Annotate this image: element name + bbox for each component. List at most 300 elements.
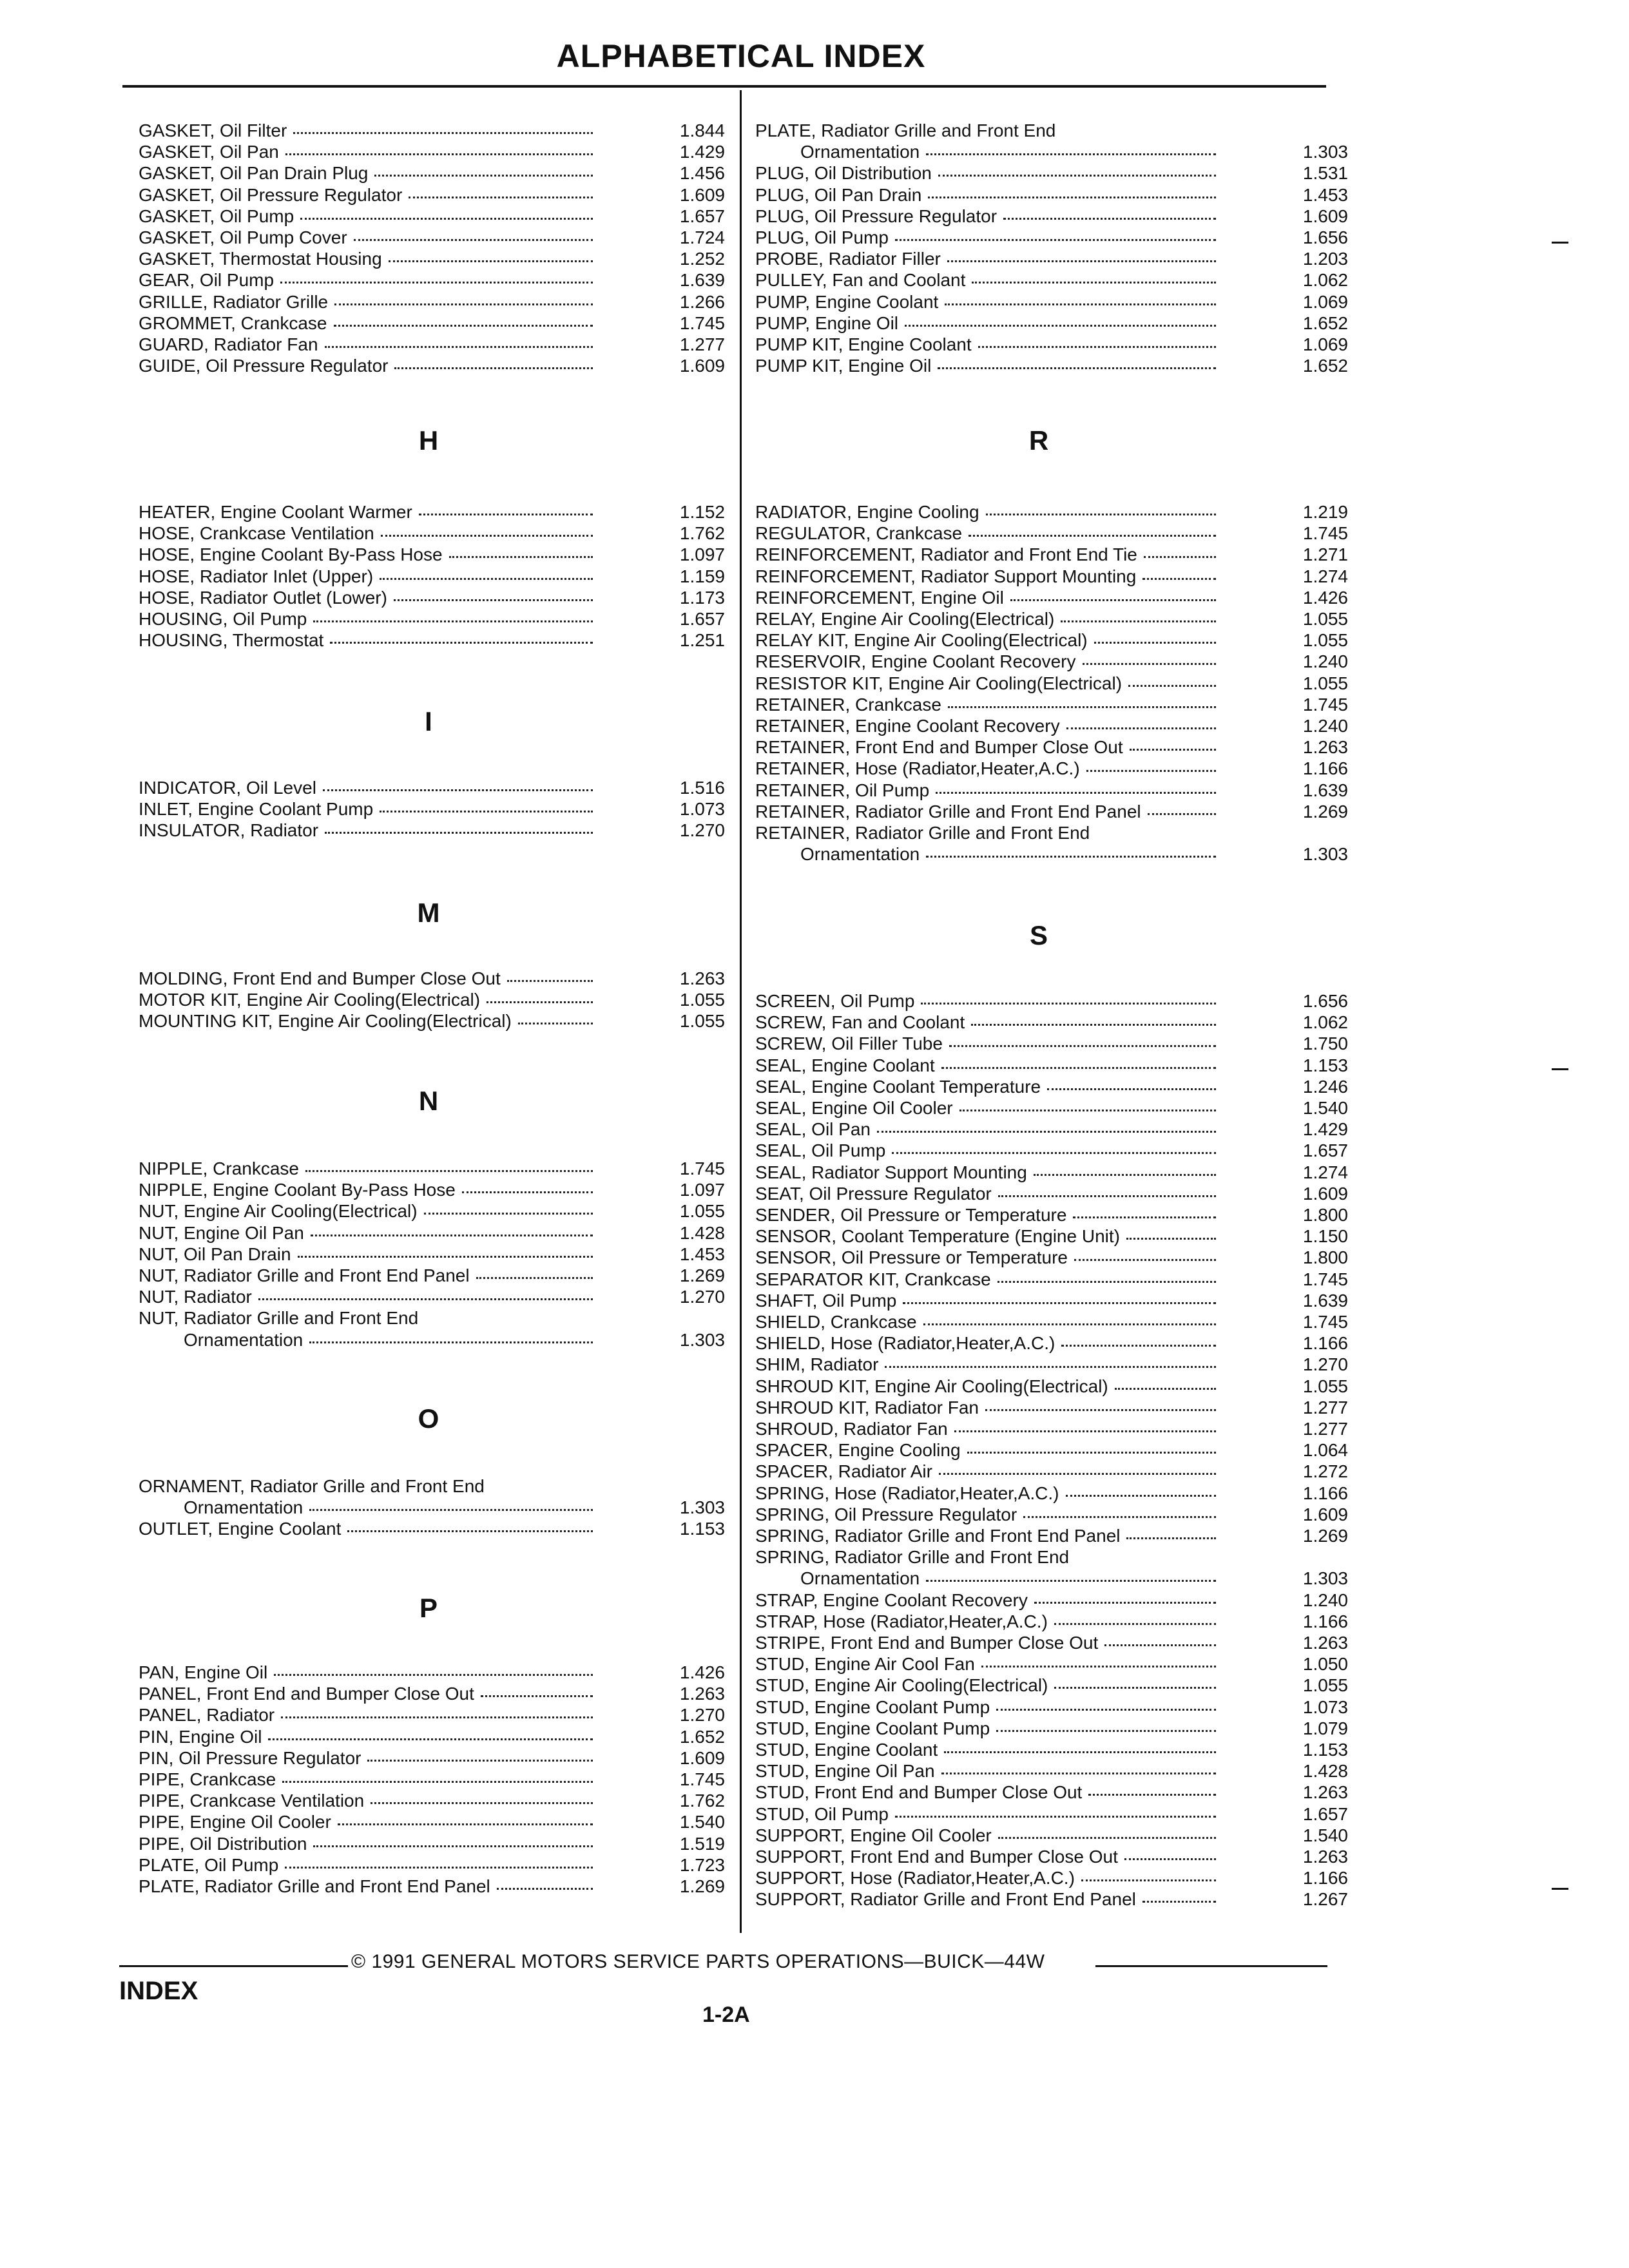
index-entry-page-ref: 1.062 xyxy=(1302,1012,1348,1033)
page-title: ALPHABETICAL INDEX xyxy=(556,38,926,74)
dot-leader xyxy=(313,1845,593,1847)
index-entry-label: REINFORCEMENT, Radiator Support Mounting xyxy=(755,566,1137,586)
index-entry xyxy=(139,206,725,227)
index-entry xyxy=(755,120,1348,142)
index-entry-label: SPACER, Engine Cooling xyxy=(755,1440,961,1461)
index-entry xyxy=(755,162,1348,184)
index-entry xyxy=(755,355,1348,377)
index-entry-label: PLATE, Radiator Grille and Front End Panel xyxy=(139,1876,490,1896)
index-entry xyxy=(139,523,725,544)
index-entry-page-ref: 1.609 xyxy=(1302,1504,1348,1524)
index-entry-page-ref: 1.150 xyxy=(1302,1226,1348,1247)
index-entry xyxy=(139,1200,725,1222)
index-entry-label: HOSE, Crankcase Ventilation xyxy=(139,523,374,544)
index-entry-page-ref: 1.652 xyxy=(1302,356,1348,376)
index-entry xyxy=(755,1225,1348,1247)
index-entry xyxy=(755,1461,1348,1483)
dot-leader xyxy=(347,1530,593,1532)
index-entry-label: GUIDE, Oil Pressure Regulator xyxy=(139,356,389,376)
index-entry-page-ref: 1.657 xyxy=(1302,1803,1348,1824)
index-entry-label: SEAL, Radiator Support Mounting xyxy=(755,1162,1027,1182)
index-entry-page-ref: 1.540 xyxy=(1302,1825,1348,1845)
index-entry-label: RESERVOIR, Engine Coolant Recovery xyxy=(755,651,1076,672)
section-letter-o: O xyxy=(418,1403,439,1434)
page-number: 1-2A xyxy=(702,2003,750,2027)
index-entry-label: PANEL, Radiator xyxy=(139,1705,275,1725)
dot-leader xyxy=(923,1323,1216,1325)
dot-leader xyxy=(507,980,593,982)
index-entry-label: SEAL, Oil Pan xyxy=(755,1119,871,1140)
index-entry xyxy=(755,1504,1348,1526)
dot-leader xyxy=(381,535,593,537)
index-entry-page-ref: 1.656 xyxy=(1302,991,1348,1011)
section-letter-i: I xyxy=(425,706,432,736)
index-entry-page-ref: 1.069 xyxy=(1302,291,1348,312)
index-entry-label: PUMP KIT, Engine Oil xyxy=(755,356,932,376)
index-entry-label: PUMP, Engine Coolant xyxy=(755,291,939,312)
index-entry-label: Ornamentation xyxy=(800,142,920,162)
index-entry-page-ref: 1.252 xyxy=(679,249,725,269)
dot-leader xyxy=(996,1709,1216,1711)
index-entry xyxy=(755,312,1348,334)
index-entry-label: SUPPORT, Engine Oil Cooler xyxy=(755,1825,992,1845)
index-entry-page-ref: 1.531 xyxy=(1302,163,1348,184)
index-entry xyxy=(755,1354,1348,1376)
index-entry-page-ref: 1.055 xyxy=(1302,609,1348,629)
index-entry-page-ref: 1.055 xyxy=(1302,1675,1348,1696)
index-entry-label: GRILLE, Radiator Grille xyxy=(139,291,329,312)
index-entry-label: NUT, Radiator xyxy=(139,1287,252,1307)
index-entry xyxy=(755,1825,1348,1847)
index-entry-page-ref: 1.745 xyxy=(1302,1312,1348,1332)
index-entry-page-ref: 1.540 xyxy=(679,1812,725,1832)
index-entry-label: RETAINER, Radiator Grille and Front End xyxy=(755,823,1090,843)
dot-leader xyxy=(1047,1088,1216,1090)
dot-leader xyxy=(1128,685,1216,687)
index-entry-label: SPRING, Oil Pressure Regulator xyxy=(755,1504,1017,1524)
index-entry xyxy=(139,1854,725,1876)
index-entry-label: MOLDING, Front End and Bumper Close Out xyxy=(139,968,501,988)
dot-leader xyxy=(885,1366,1216,1368)
dot-leader xyxy=(1034,1602,1216,1604)
index-entry-page-ref: 1.153 xyxy=(1302,1055,1348,1075)
index-entry xyxy=(755,822,1348,844)
dot-leader xyxy=(1126,1238,1216,1240)
index-entry-label: SUPPORT, Front End and Bumper Close Out xyxy=(755,1847,1118,1867)
index-entry-label: PLATE, Radiator Grille and Front End xyxy=(755,120,1056,140)
dot-leader xyxy=(298,1256,593,1258)
dot-leader xyxy=(285,153,593,155)
dot-leader xyxy=(481,1695,593,1697)
index-entry-page-ref: 1.166 xyxy=(1302,1868,1348,1888)
index-entry-label: PIPE, Crankcase xyxy=(139,1769,276,1789)
dot-leader xyxy=(948,706,1216,708)
index-entry-page-ref: 1.073 xyxy=(1302,1696,1348,1717)
index-entry-page-ref: 1.062 xyxy=(1302,270,1348,291)
index-entry-page-ref: 1.303 xyxy=(1302,1568,1348,1589)
index-entry-page-ref: 1.263 xyxy=(679,968,725,988)
dot-leader xyxy=(325,346,593,348)
index-entry-label: PLATE, Oil Pump xyxy=(139,1854,279,1875)
index-entry-page-ref: 1.269 xyxy=(1302,1526,1348,1546)
dot-leader xyxy=(325,832,593,834)
dot-leader xyxy=(1088,1794,1216,1796)
index-entry-page-ref: 1.270 xyxy=(679,1705,725,1725)
dot-leader xyxy=(928,197,1216,198)
index-entry-page-ref: 1.745 xyxy=(1302,523,1348,544)
index-entry-label: PIN, Engine Oil xyxy=(139,1726,262,1747)
dot-leader xyxy=(330,642,593,644)
index-entry-page-ref: 1.263 xyxy=(1302,1782,1348,1803)
index-entry-page-ref: 1.269 xyxy=(1302,801,1348,822)
index-entry-label: SCREW, Fan and Coolant xyxy=(755,1012,965,1033)
dot-leader xyxy=(996,1730,1216,1732)
dot-leader xyxy=(949,1045,1216,1047)
dot-leader xyxy=(969,535,1216,537)
index-entry xyxy=(755,1439,1348,1461)
dot-leader xyxy=(1061,1345,1216,1347)
footer-rule-right xyxy=(1095,1965,1327,1967)
dot-leader xyxy=(998,1195,1216,1197)
index-entry-label: RELAY, Engine Air Cooling(Electrical) xyxy=(755,609,1055,629)
index-entry-page-ref: 1.303 xyxy=(679,1497,725,1518)
index-entry xyxy=(139,1475,725,1497)
index-entry-label: SEAT, Oil Pressure Regulator xyxy=(755,1183,992,1204)
index-entry xyxy=(139,544,725,566)
dot-leader xyxy=(1104,1644,1216,1646)
dot-leader xyxy=(926,153,1216,155)
dot-leader xyxy=(1023,1516,1216,1518)
dot-leader xyxy=(274,1674,593,1676)
dot-leader xyxy=(394,599,593,601)
index-entry-label: GUARD, Radiator Fan xyxy=(139,334,318,354)
index-entry xyxy=(755,1653,1348,1675)
index-entry-label: STRAP, Engine Coolant Recovery xyxy=(755,1590,1028,1610)
margin-mark xyxy=(1552,1888,1568,1890)
index-entry-label: PLUG, Oil Pressure Regulator xyxy=(755,206,998,226)
index-entry xyxy=(139,269,725,291)
index-entry xyxy=(755,1675,1348,1696)
index-entry-label: PUMP, Engine Oil xyxy=(755,312,899,333)
footer-section-label: INDEX xyxy=(119,1977,198,2005)
index-entry xyxy=(139,587,725,609)
index-entry xyxy=(755,141,1348,163)
section-letter-s: S xyxy=(1029,920,1048,950)
index-entry-label: RETAINER, Oil Pump xyxy=(755,780,930,800)
index-entry xyxy=(755,1397,1348,1419)
dot-leader xyxy=(1144,556,1216,558)
index-entry-page-ref: 1.050 xyxy=(1302,1654,1348,1675)
index-entry-label: HOUSING, Thermostat xyxy=(139,630,324,651)
index-entry xyxy=(755,736,1348,758)
index-entry-page-ref: 1.274 xyxy=(1302,1162,1348,1182)
dot-leader xyxy=(1130,749,1216,751)
index-entry-page-ref: 1.152 xyxy=(679,502,725,522)
index-entry-label: RETAINER, Radiator Grille and Front End Panel xyxy=(755,801,1141,822)
index-entry xyxy=(755,1696,1348,1718)
index-entry-page-ref: 1.055 xyxy=(679,990,725,1010)
index-entry-page-ref: 1.609 xyxy=(1302,1183,1348,1204)
index-entry-page-ref: 1.745 xyxy=(679,1158,725,1178)
index-entry xyxy=(755,184,1348,206)
dot-leader xyxy=(941,1067,1216,1069)
index-entry-page-ref: 1.055 xyxy=(679,1201,725,1222)
index-entry-page-ref: 1.277 xyxy=(679,334,725,354)
index-entry xyxy=(139,1244,725,1265)
index-entry-label: STUD, Oil Pump xyxy=(755,1803,889,1824)
index-entry-label: NIPPLE, Crankcase xyxy=(139,1158,299,1178)
index-entry xyxy=(755,587,1348,609)
index-entry xyxy=(755,206,1348,227)
index-entry-page-ref: 1.723 xyxy=(679,1854,725,1875)
dot-leader xyxy=(380,578,593,580)
dot-leader xyxy=(998,1281,1216,1283)
index-entry xyxy=(139,1726,725,1748)
index-entry xyxy=(139,1876,725,1898)
index-entry xyxy=(139,820,725,841)
section-letter-h: H xyxy=(418,425,439,456)
index-entry xyxy=(755,1888,1348,1910)
index-entry-label: HEATER, Engine Coolant Warmer xyxy=(139,502,412,522)
index-entry-page-ref: 1.609 xyxy=(679,184,725,205)
dot-leader xyxy=(954,1430,1216,1432)
index-entry-label: STUD, Front End and Bumper Close Out xyxy=(755,1782,1083,1803)
index-entry-page-ref: 1.745 xyxy=(1302,1269,1348,1289)
index-entry-label: SHROUD KIT, Engine Air Cooling(Electrical) xyxy=(755,1376,1108,1396)
dot-leader xyxy=(959,1110,1216,1111)
dot-leader xyxy=(371,1802,593,1804)
index-entry xyxy=(139,1790,725,1812)
index-entry xyxy=(139,1811,725,1833)
index-entry-page-ref: 1.263 xyxy=(679,1684,725,1704)
index-entry-label: OUTLET, Engine Coolant xyxy=(139,1519,342,1539)
index-entry xyxy=(755,1782,1348,1803)
index-entry-label: Ornamentation xyxy=(800,844,920,865)
index-entry-label: MOTOR KIT, Engine Air Cooling(Electrical) xyxy=(139,990,481,1010)
index-entry xyxy=(139,798,725,820)
index-entry-label: STRAP, Hose (Radiator,Heater,A.C.) xyxy=(755,1611,1048,1631)
index-entry xyxy=(755,629,1348,651)
index-entry-page-ref: 1.271 xyxy=(1302,544,1348,565)
index-entry-label: SCREEN, Oil Pump xyxy=(755,991,915,1011)
dot-leader xyxy=(293,132,593,134)
dot-leader xyxy=(354,239,593,241)
index-entry xyxy=(139,777,725,799)
index-entry xyxy=(755,227,1348,249)
dot-leader xyxy=(258,1298,593,1300)
index-entry-page-ref: 1.270 xyxy=(679,1287,725,1307)
title-rule xyxy=(122,85,1326,88)
dot-leader xyxy=(281,1716,593,1718)
index-entry xyxy=(755,1290,1348,1312)
index-entry-label: NUT, Engine Air Cooling(Electrical) xyxy=(139,1201,418,1222)
dot-leader xyxy=(981,1666,1216,1667)
index-entry xyxy=(139,629,725,651)
index-entry xyxy=(139,1329,725,1351)
index-entry xyxy=(755,1418,1348,1440)
dot-leader xyxy=(367,1760,593,1762)
dot-leader xyxy=(1066,727,1216,729)
index-entry-page-ref: 1.166 xyxy=(1302,1611,1348,1631)
index-entry xyxy=(755,990,1348,1012)
index-entry-page-ref: 1.266 xyxy=(679,291,725,312)
index-entry-label: Ornamentation xyxy=(184,1497,304,1518)
dot-leader xyxy=(1148,813,1216,815)
index-entry-label: STUD, Engine Air Cool Fan xyxy=(755,1654,975,1675)
index-entry-label: SEAL, Engine Coolant xyxy=(755,1055,935,1075)
index-entry xyxy=(139,120,725,142)
index-entry-label: STUD, Engine Coolant Pump xyxy=(755,1696,990,1717)
index-entry-label: SPRING, Hose (Radiator,Heater,A.C.) xyxy=(755,1483,1059,1503)
index-entry xyxy=(139,291,725,313)
dot-leader xyxy=(334,303,593,305)
index-entry-page-ref: 1.426 xyxy=(679,1662,725,1682)
index-entry xyxy=(139,1179,725,1201)
dot-leader xyxy=(309,1509,593,1511)
index-entry-label: GASKET, Thermostat Housing xyxy=(139,249,382,269)
index-entry xyxy=(755,566,1348,588)
index-entry-page-ref: 1.166 xyxy=(1302,758,1348,779)
index-entry-page-ref: 1.609 xyxy=(679,356,725,376)
index-entry-page-ref: 1.166 xyxy=(1302,1333,1348,1354)
dot-leader xyxy=(1142,1901,1216,1903)
dot-leader xyxy=(926,1580,1216,1582)
index-entry xyxy=(755,501,1348,523)
index-entry-page-ref: 1.652 xyxy=(1302,312,1348,333)
index-entry-label: SEAL, Oil Pump xyxy=(755,1140,886,1161)
dot-leader xyxy=(419,514,593,515)
index-entry xyxy=(139,184,725,206)
index-entry-page-ref: 1.639 xyxy=(1302,780,1348,800)
index-entry-label: RELAY KIT, Engine Air Cooling(Electrical) xyxy=(755,630,1088,651)
dot-leader xyxy=(374,175,593,177)
index-entry xyxy=(755,248,1348,270)
index-entry-label: PIN, Oil Pressure Regulator xyxy=(139,1747,361,1768)
index-entry-page-ref: 1.652 xyxy=(679,1726,725,1747)
index-entry xyxy=(755,1247,1348,1269)
index-entry-page-ref: 1.800 xyxy=(1302,1247,1348,1268)
margin-mark xyxy=(1552,242,1568,244)
index-entry xyxy=(755,1162,1348,1184)
index-entry-label: RADIATOR, Engine Cooling xyxy=(755,502,979,522)
index-entry-page-ref: 1.453 xyxy=(1302,184,1348,205)
dot-leader xyxy=(300,218,593,220)
index-entry xyxy=(755,1525,1348,1547)
dot-leader xyxy=(1054,1687,1216,1689)
dot-leader xyxy=(941,1773,1216,1774)
dot-leader xyxy=(1073,1216,1216,1218)
column-divider xyxy=(740,90,742,1933)
dot-leader xyxy=(972,282,1216,284)
index-entry xyxy=(755,1846,1348,1868)
index-entry-page-ref: 1.069 xyxy=(1302,334,1348,354)
index-entry xyxy=(755,1867,1348,1889)
index-entry-page-ref: 1.166 xyxy=(1302,1483,1348,1503)
margin-mark xyxy=(1552,1068,1568,1070)
index-entry-label: HOSE, Engine Coolant By-Pass Hose xyxy=(139,544,443,565)
index-entry-page-ref: 1.750 xyxy=(1302,1033,1348,1054)
dot-leader xyxy=(313,620,593,622)
index-entry-label: GASKET, Oil Pump xyxy=(139,206,294,226)
dot-leader xyxy=(280,282,593,284)
index-entry-page-ref: 1.267 xyxy=(1302,1889,1348,1910)
dot-leader xyxy=(1066,1495,1216,1497)
index-entry xyxy=(755,1760,1348,1782)
index-entry-page-ref: 1.153 xyxy=(679,1519,725,1539)
index-entry xyxy=(139,1010,725,1032)
index-entry xyxy=(755,801,1348,823)
index-entry-page-ref: 1.519 xyxy=(679,1833,725,1854)
dot-leader xyxy=(1061,620,1216,622)
index-entry-label: PIPE, Engine Oil Cooler xyxy=(139,1812,331,1832)
index-entry-page-ref: 1.097 xyxy=(679,544,725,565)
index-entry-label: GASKET, Oil Pressure Regulator xyxy=(139,184,403,205)
index-entry xyxy=(139,1286,725,1308)
index-entry-page-ref: 1.609 xyxy=(1302,206,1348,226)
dot-leader xyxy=(1034,1174,1216,1176)
index-entry-label: SHIM, Radiator xyxy=(755,1354,879,1375)
index-entry xyxy=(139,1833,725,1855)
index-entry xyxy=(755,651,1348,673)
index-entry-label: RESISTOR KIT, Engine Air Cooling(Electrical) xyxy=(755,673,1123,693)
index-entry-page-ref: 1.428 xyxy=(679,1222,725,1243)
index-entry-page-ref: 1.073 xyxy=(679,799,725,820)
index-entry xyxy=(139,1307,725,1329)
dot-leader xyxy=(947,260,1216,262)
index-entry-page-ref: 1.745 xyxy=(1302,694,1348,715)
index-entry-page-ref: 1.240 xyxy=(1302,716,1348,736)
index-entry-label: HOSE, Radiator Inlet (Upper) xyxy=(139,566,374,586)
index-entry xyxy=(755,1611,1348,1633)
index-entry xyxy=(755,269,1348,291)
index-entry-page-ref: 1.745 xyxy=(679,1769,725,1789)
dot-leader xyxy=(487,1001,593,1003)
index-entry xyxy=(755,843,1348,865)
index-entry xyxy=(755,1055,1348,1077)
dot-leader xyxy=(971,1024,1216,1026)
index-entry-label: Ornamentation xyxy=(800,1568,920,1589)
dot-leader xyxy=(1094,642,1216,644)
dot-leader xyxy=(282,1781,593,1783)
index-entry-page-ref: 1.246 xyxy=(1302,1076,1348,1097)
index-entry xyxy=(139,141,725,163)
dot-leader xyxy=(905,325,1216,327)
index-entry xyxy=(139,1222,725,1244)
index-entry-page-ref: 1.270 xyxy=(679,820,725,841)
index-entry xyxy=(755,1546,1348,1568)
index-entry-label: SHIELD, Hose (Radiator,Heater,A.C.) xyxy=(755,1333,1055,1354)
index-entry xyxy=(139,1497,725,1519)
index-entry-page-ref: 1.303 xyxy=(1302,142,1348,162)
index-entry-page-ref: 1.456 xyxy=(679,163,725,184)
index-entry-label: STUD, Engine Coolant Pump xyxy=(755,1718,990,1738)
index-entry-page-ref: 1.055 xyxy=(1302,673,1348,693)
index-entry-page-ref: 1.173 xyxy=(679,587,725,608)
index-entry-label: NUT, Oil Pan Drain xyxy=(139,1244,291,1264)
footer-copyright: © 1991 GENERAL MOTORS SERVICE PARTS OPERATIONS—BUICK—44W xyxy=(351,1951,1045,1972)
index-entry-label: STUD, Engine Oil Pan xyxy=(755,1761,935,1782)
index-entry-page-ref: 1.762 xyxy=(679,1791,725,1811)
index-entry-page-ref: 1.657 xyxy=(679,206,725,226)
section-letter-n: N xyxy=(418,1086,439,1116)
index-entry-label: PLUG, Oil Pump xyxy=(755,227,889,247)
index-entry-page-ref: 1.277 xyxy=(1302,1419,1348,1439)
index-entry-page-ref: 1.429 xyxy=(679,142,725,162)
index-entry-page-ref: 1.263 xyxy=(1302,737,1348,758)
index-entry xyxy=(139,1158,725,1180)
dot-leader xyxy=(449,556,593,558)
index-entry xyxy=(139,1662,725,1684)
